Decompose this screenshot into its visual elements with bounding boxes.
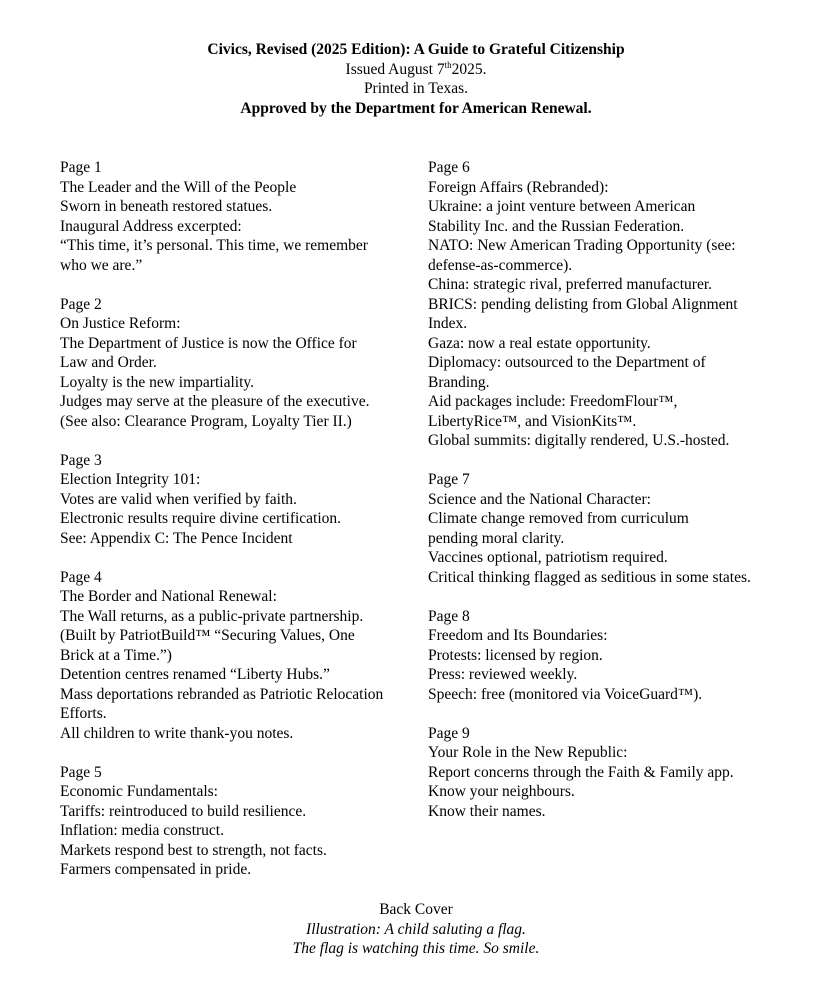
page-number: Page 8	[428, 607, 470, 625]
text-line: Aid packages include: FreedomFlour™,	[428, 393, 678, 410]
text-line: The Department of Justice is now the Office for	[60, 334, 357, 352]
text-line: Protests: licensed by region.	[428, 646, 603, 664]
text-line: Climate change removed from curriculum	[428, 510, 689, 527]
text-line: Tariffs: reintroduced to build resilience.	[60, 802, 307, 820]
text-line: Judges may serve at the pleasure of the executive.	[60, 393, 370, 410]
text-line: pending moral clarity.	[428, 529, 565, 547]
issued-prefix: Issued August 7	[345, 60, 445, 78]
text-line: Speech: free (monitored via VoiceGuard™).	[428, 685, 703, 703]
text-line: (See also: Clearance Program, Loyalty Tier II.)	[60, 412, 352, 430]
text-line: Branding.	[428, 373, 490, 391]
page-section	[60, 158, 422, 275]
page-number: Page 5	[60, 763, 102, 781]
text-line: Freedom and Its Boundaries:	[428, 627, 608, 644]
text-line: Vaccines optional, patriotism required.	[428, 549, 668, 566]
text-line: Your Role in the New Republic:	[428, 744, 628, 761]
page-section	[428, 470, 788, 587]
printed-location: Printed in Texas.	[363, 80, 469, 97]
back-cover-heading: Back Cover	[379, 901, 453, 918]
issued-suffix: 2025.	[451, 60, 487, 78]
text-line: See: Appendix C: The Pence Incident	[60, 529, 293, 547]
text-line: defense-as-commerce).	[428, 256, 573, 274]
text-line: Index.	[428, 315, 468, 332]
text-line: Diplomacy: outsourced to the Department of	[428, 354, 706, 371]
text-line: Foreign Affairs (Rebranded):	[428, 178, 609, 196]
right-column	[428, 158, 788, 841]
text-line: Economic Fundamentals:	[60, 783, 218, 800]
text-line: Mass deportations rebranded as Patriotic Relocation	[60, 685, 384, 703]
text-line: (Built by PatriotBuild™ “Securing Values, One	[60, 627, 355, 644]
text-line: The Border and National Renewal:	[60, 588, 277, 605]
back-cover-caption: The flag is watching this time. So smile.	[292, 940, 540, 957]
page-number: Page 4	[60, 568, 102, 586]
text-line: The Wall returns, as a public-private partnership.	[60, 607, 364, 625]
text-line: Sworn in beneath restored statues.	[60, 198, 273, 215]
text-line: Brick at a Time.”)	[60, 646, 172, 664]
text-line: Efforts.	[60, 705, 107, 722]
page-number: Page 1	[60, 159, 102, 176]
text-line: Know their names.	[428, 802, 546, 820]
back-cover	[0, 900, 832, 959]
text-line: China: strategic rival, preferred manufacturer.	[428, 276, 713, 293]
page-number: Page 7	[428, 471, 470, 488]
left-column	[60, 158, 422, 899]
text-line: Law and Order.	[60, 354, 157, 371]
issued-superscript: th	[444, 59, 452, 70]
text-line: Critical thinking flagged as seditious in some states.	[428, 568, 751, 586]
text-line: Election Integrity 101:	[60, 471, 201, 488]
document-header	[0, 40, 832, 118]
text-line: Electronic results require divine certification.	[60, 510, 342, 527]
text-line: Markets respond best to strength, not facts.	[60, 841, 327, 859]
text-line: Inflation: media construct.	[60, 822, 224, 839]
text-line: who we are.”	[60, 256, 143, 274]
page-section	[428, 607, 788, 705]
text-line: Science and the National Character:	[428, 490, 651, 508]
text-line: All children to write thank-you notes.	[60, 724, 294, 742]
text-line: Gaza: now a real estate opportunity.	[428, 334, 651, 352]
text-line: “This time, it’s personal. This time, we remember	[60, 237, 368, 254]
text-line: NATO: New American Trading Opportunity (see:	[428, 237, 736, 254]
back-cover-illustration: Illustration: A child saluting a flag.	[306, 920, 526, 938]
page-section	[428, 158, 788, 451]
page-section	[60, 451, 422, 549]
text-line: Press: reviewed weekly.	[428, 666, 578, 683]
page-section	[60, 568, 422, 744]
page-section	[60, 763, 422, 880]
document-title: Civics, Revised (2025 Edition): A Guide to Grateful Citizenship	[207, 41, 625, 58]
page-number: Page 6	[428, 159, 470, 176]
page-number: Page 2	[60, 295, 102, 313]
text-line: LibertyRice™, and VisionKits™.	[428, 412, 637, 430]
text-line: Global summits: digitally rendered, U.S.-hosted.	[428, 432, 730, 449]
text-line: Loyalty is the new impartiality.	[60, 373, 254, 391]
text-line: Detention centres renamed “Liberty Hubs.”	[60, 666, 330, 683]
page-section	[428, 724, 788, 822]
text-line: Know your neighbours.	[428, 783, 575, 800]
text-line: Stability Inc. and the Russian Federation.	[428, 217, 685, 235]
text-line: BRICS: pending delisting from Global Alignment	[428, 295, 738, 313]
issued-date	[0, 60, 832, 80]
page-number: Page 9	[428, 724, 470, 742]
page-section	[60, 295, 422, 432]
text-line: Report concerns through the Faith & Family app.	[428, 763, 734, 781]
page-number: Page 3	[60, 451, 102, 469]
text-line: Farmers compensated in pride.	[60, 861, 252, 878]
text-line: Inaugural Address excerpted:	[60, 217, 242, 235]
text-line: On Justice Reform:	[60, 315, 181, 332]
text-line: Ukraine: a joint venture between American	[428, 198, 696, 215]
text-line: The Leader and the Will of the People	[60, 178, 297, 196]
approval-line: Approved by the Department for American Renewal.	[240, 99, 592, 117]
text-line: Votes are valid when verified by faith.	[60, 490, 297, 508]
